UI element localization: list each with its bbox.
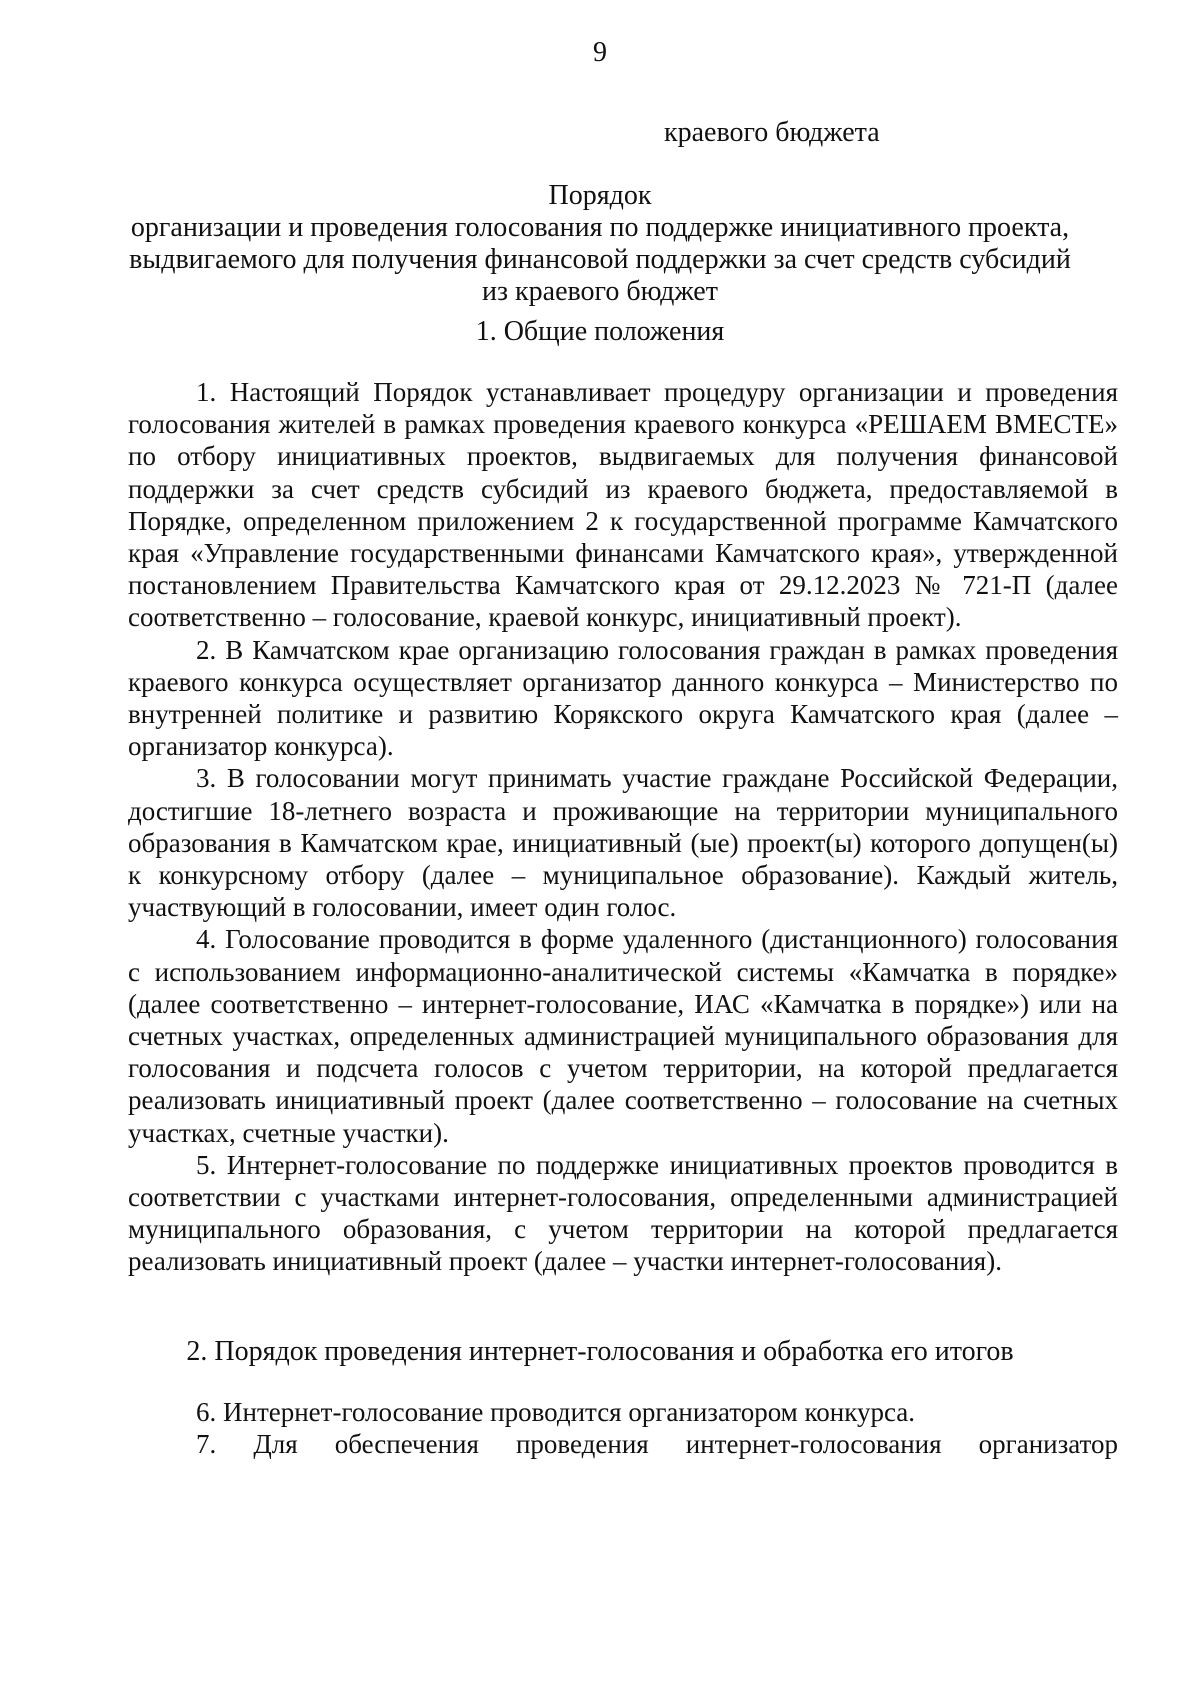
page-number: 9	[593, 37, 607, 68]
paragraph-2: 2. В Камчатском крае организацию голосования граждан в рамках проведения краевого конкурса осуществляет организатор данного конкурса – Министерство по внутренней политике и развитию Корякского округа Камчатского края (далее – организатор конкурса).	[128, 634, 1118, 762]
document-title	[120, 180, 1080, 308]
paragraph-6: 6. Интернет-голосование проводится организатором конкурса.	[196, 1397, 915, 1427]
section-2-body	[128, 1396, 1118, 1460]
paragraph-7: 7. Для обеспечения проведения интернет-голосования организатор	[196, 1429, 1118, 1460]
section-2-heading: 2. Порядок проведения интернет-голосования и обработка его итогов	[186, 1336, 1014, 1367]
paragraph-5: 5. Интернет-голосование по поддержке инициативных проектов проводится в соответствии с участками интернет-голосования, определенными администрацией муниципального образования, с учетом территории на которой предлагается реализовать инициативный проект (далее – участки интернет-голосования).	[128, 1149, 1118, 1277]
paragraph-1: 1. Настоящий Порядок устанавливает процедуру организации и проведения голосования жителей в рамках проведения краевого конкурса «РЕШАЕМ ВМЕСТЕ» по отбору инициативных проектов, выдвигаемых для получения финансовой поддержки за счет средств субсидий из краевого бюджета, предоставляемой в Порядке, определенном приложением 2 к государственной программе Камчатского края «Управление государственными финансами Камчатского края», утвержденной постановлением Правительства Камчатского края от 29.12.2023 № 721-П (далее соответственно – голосование, краевой конкурс, инициативный проект).	[128, 377, 1118, 633]
section-1-body	[128, 376, 1118, 1278]
paragraph-4: 4. Голосование проводится в форме удаленного (дистанционного) голосования с использованием информационно-аналитической системы «Камчатка в порядке» (далее соответственно – интернет-голосование, ИАС «Камчатка в порядке») или на счетных участках, определенных администрацией муниципального образования для голосования и подсчета голосов с учетом территории, на которой предлагается реализовать инициативный проект (далее соответственно – голосование на счетных участках, счетные участки).	[128, 924, 1118, 1148]
title-line-3: из краевого бюджет	[482, 276, 718, 307]
section-1-heading: 1. Общие положения	[475, 316, 725, 347]
header-fragment: краевого бюджета	[664, 117, 880, 148]
title-line-1: организации и проведения голосования по поддержке инициативного проекта,	[130, 212, 1070, 243]
title-line-2: выдвигаемого для получения финансовой поддержки за счет средств субсидий	[129, 244, 1071, 275]
paragraph-3: 3. В голосовании могут принимать участие граждане Российской Федерации, достигшие 18-летнего возраста и проживающие на территории муниципального образования в Камчатском крае, инициативный (ые) проект(ы) которого допущен(ы) к конкурсному отбору (далее – муниципальное образование). Каждый житель, участвующий в голосовании, имеет один голос.	[128, 763, 1118, 923]
title-main: Порядок	[548, 180, 652, 211]
